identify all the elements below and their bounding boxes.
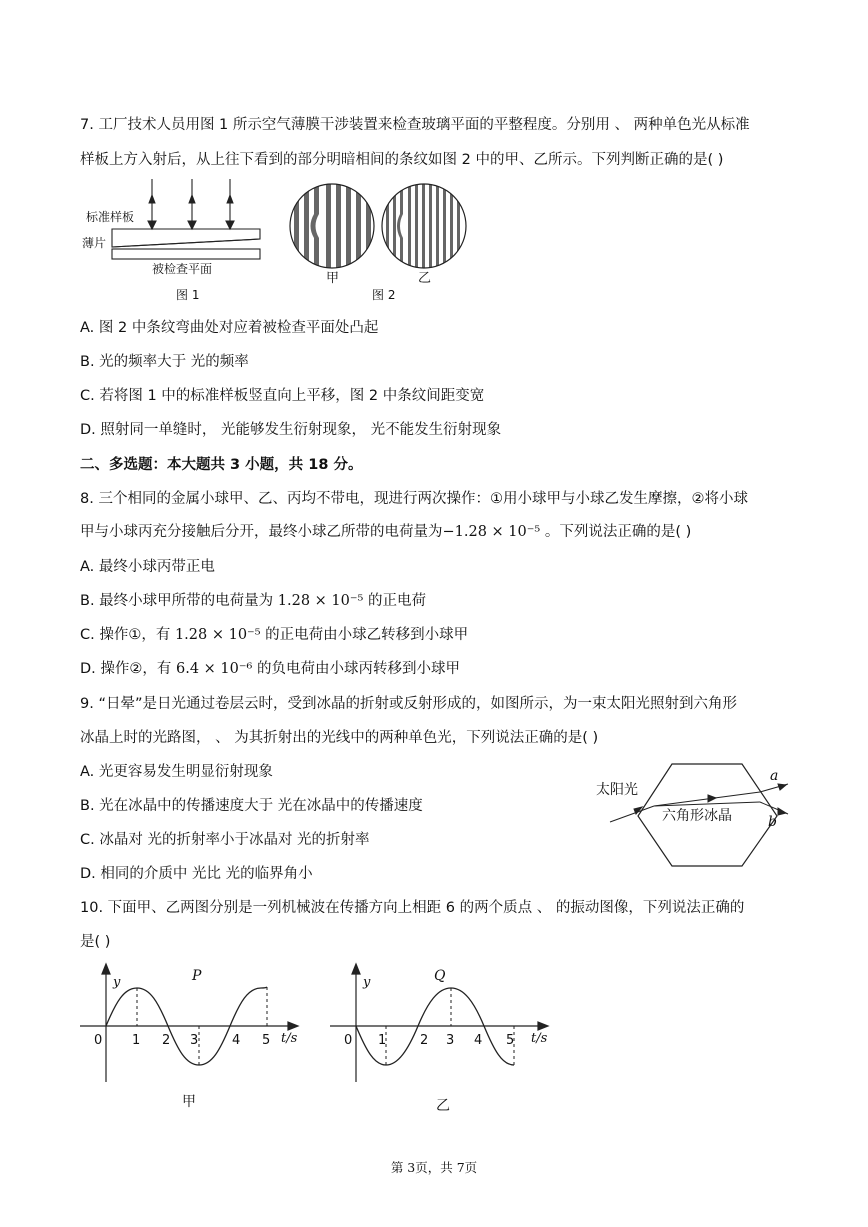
q7-figure-1 [82, 175, 272, 305]
q9-ice-crystal-figure [592, 760, 797, 872]
q9-stem-line2: 冰晶上时的光路图， 、 为其折射出的光线中的两种单色光，下列说法正确的是( ) [80, 730, 599, 746]
q10-graph-p-tick-0: 0 [94, 1033, 103, 1048]
q10-graph-q-tick-3: 3 [446, 1033, 455, 1048]
q8-option-b [80, 591, 426, 611]
q7-fig1-label-film: 薄片 [82, 236, 107, 250]
q7-fig1-label-plate: 标准样板 [86, 210, 135, 224]
q9-label-sunlight: 太阳光 [596, 782, 638, 798]
q8-option-d-value: 6.4 × 10⁻⁶ [176, 661, 253, 677]
q10-graph-p-tick-3: 3 [190, 1033, 199, 1048]
q10-graph-p [76, 962, 311, 1112]
q10-graph-q-tick-2: 2 [420, 1033, 429, 1048]
q8-option-b-text: B. 最终小球甲所带的电荷量为 [80, 593, 278, 609]
q8-option-b-value: 1.28 × 10⁻⁵ [277, 593, 364, 609]
q8-stem-text: 甲与小球丙充分接触后分开，最终小球乙所带的电荷量为 [80, 524, 443, 540]
q8-option-d-tail: 的负电荷由小球丙转移到小球甲 [252, 661, 460, 677]
q7-fig2-caption: 图 2 [372, 288, 396, 302]
page-footer: 第 3页，共 7页 [390, 1160, 478, 1175]
q10-graph-q-tick-1: 1 [378, 1033, 387, 1048]
q8-charge-value: −1.28 × 10⁻⁵ [442, 524, 541, 540]
q9-label-crystal: 六角形冰晶 [662, 808, 732, 824]
q7-option-a: A. 图 2 中条纹弯曲处对应着被检查平面处凸起 [80, 320, 379, 336]
q10-graph-q-tick-0: 0 [344, 1033, 353, 1048]
q7-figure-2 [288, 182, 473, 304]
q10-graph-q-tick-4: 4 [474, 1033, 483, 1048]
q8-option-c-tail: 的正电荷由小球乙转移到小球甲 [260, 627, 469, 643]
section-2-heading: 二、多选题：本大题共 3 小题，共 18 分。 [80, 457, 363, 473]
q9-label-b: b [768, 814, 777, 830]
q10-graph-q-ylabel: y [363, 975, 371, 990]
q10-graph-q [326, 962, 561, 1122]
q7-option-c: C. 若将图 1 中的标准样板竖直向上平移，图 2 中条纹间距变宽 [80, 388, 485, 404]
q8-option-a: A. 最终小球丙带正电 [80, 559, 215, 575]
q10-graph-q-point-label: Q [434, 968, 446, 984]
q7-stem-line1: 7. 工厂技术人员用图 1 所示空气薄膜干涉装置来检查玻璃平面的平整程度。分别用 、 两种单色光从标准 [80, 117, 750, 133]
q10-graph-p-xlabel: t/s [281, 1031, 298, 1046]
q10-graph-q-tick-5: 5 [506, 1033, 515, 1048]
q8-stem-line2 [80, 522, 691, 542]
q9-label-a: a [770, 768, 779, 784]
q8-option-d [80, 659, 460, 679]
q9-option-c: C. 冰晶对 光的折射率小于冰晶对 光的折射率 [80, 832, 370, 848]
q10-graph-p-tick-2: 2 [162, 1033, 171, 1048]
q8-option-d-text: D. 操作②，有 [80, 661, 176, 677]
q8-stem-question: 。下列说法正确的是( ) [544, 524, 692, 540]
q10-stem-line1: 10. 下面甲、乙两图分别是一列机械波在传播方向上相距 6 的两个质点 、 的振动图像，下列说法正确的 [80, 900, 745, 916]
q7-option-b: B. 光的频率大于 光的频率 [80, 354, 249, 370]
q10-graph-p-tick-1: 1 [132, 1033, 141, 1048]
q8-option-c-text: C. 操作①，有 [80, 627, 175, 643]
q7-fig2-label-b: 乙 [418, 271, 432, 286]
q7-fig1-caption: 图 1 [176, 288, 200, 302]
q8-stem-line1: 8. 三个相同的金属小球甲、乙、丙均不带电，现进行两次操作：①用小球甲与小球乙发生摩擦，②将小球 [80, 491, 748, 507]
q10-graph-q-xlabel: t/s [531, 1031, 548, 1046]
q8-option-c-value: 1.28 × 10⁻⁵ [174, 627, 261, 643]
q8-option-b-tail: 的正电荷 [363, 593, 426, 609]
q10-graph-p-tick-5: 5 [262, 1033, 271, 1048]
q9-option-d: D. 相同的介质中 光比 光的临界角小 [80, 866, 313, 882]
q10-graph-p-tick-4: 4 [232, 1033, 241, 1048]
q7-option-d: D. 照射同一单缝时， 光能够发生衍射现象， 光不能发生衍射现象 [80, 422, 502, 438]
q7-stem-line2: 样板上方入射后，从上往下看到的部分明暗相间的条纹如图 2 中的甲、乙所示。下列判断正确的是( ) [80, 152, 724, 168]
q8-option-c [80, 625, 468, 645]
q10-graph-p-caption: 甲 [182, 1094, 196, 1110]
q9-option-b: B. 光在冰晶中的传播速度大于 光在冰晶中的传播速度 [80, 798, 423, 814]
q7-fig1-label-surface: 被检查平面 [152, 262, 213, 276]
q10-graph-p-ylabel: y [113, 975, 121, 990]
q7-fig2-label-a: 甲 [326, 271, 340, 286]
q9-stem-line1: 9. “日晕”是日光通过卷层云时，受到冰晶的折射或反射形成的，如图所示，为一束太阳光照射到六角形 [80, 696, 737, 712]
q10-stem-line2: 是( ) [80, 934, 111, 950]
q10-graph-q-caption: 乙 [436, 1098, 450, 1114]
q10-graph-p-point-label: P [192, 968, 202, 984]
q9-option-a: A. 光更容易发生明显衍射现象 [80, 764, 273, 780]
